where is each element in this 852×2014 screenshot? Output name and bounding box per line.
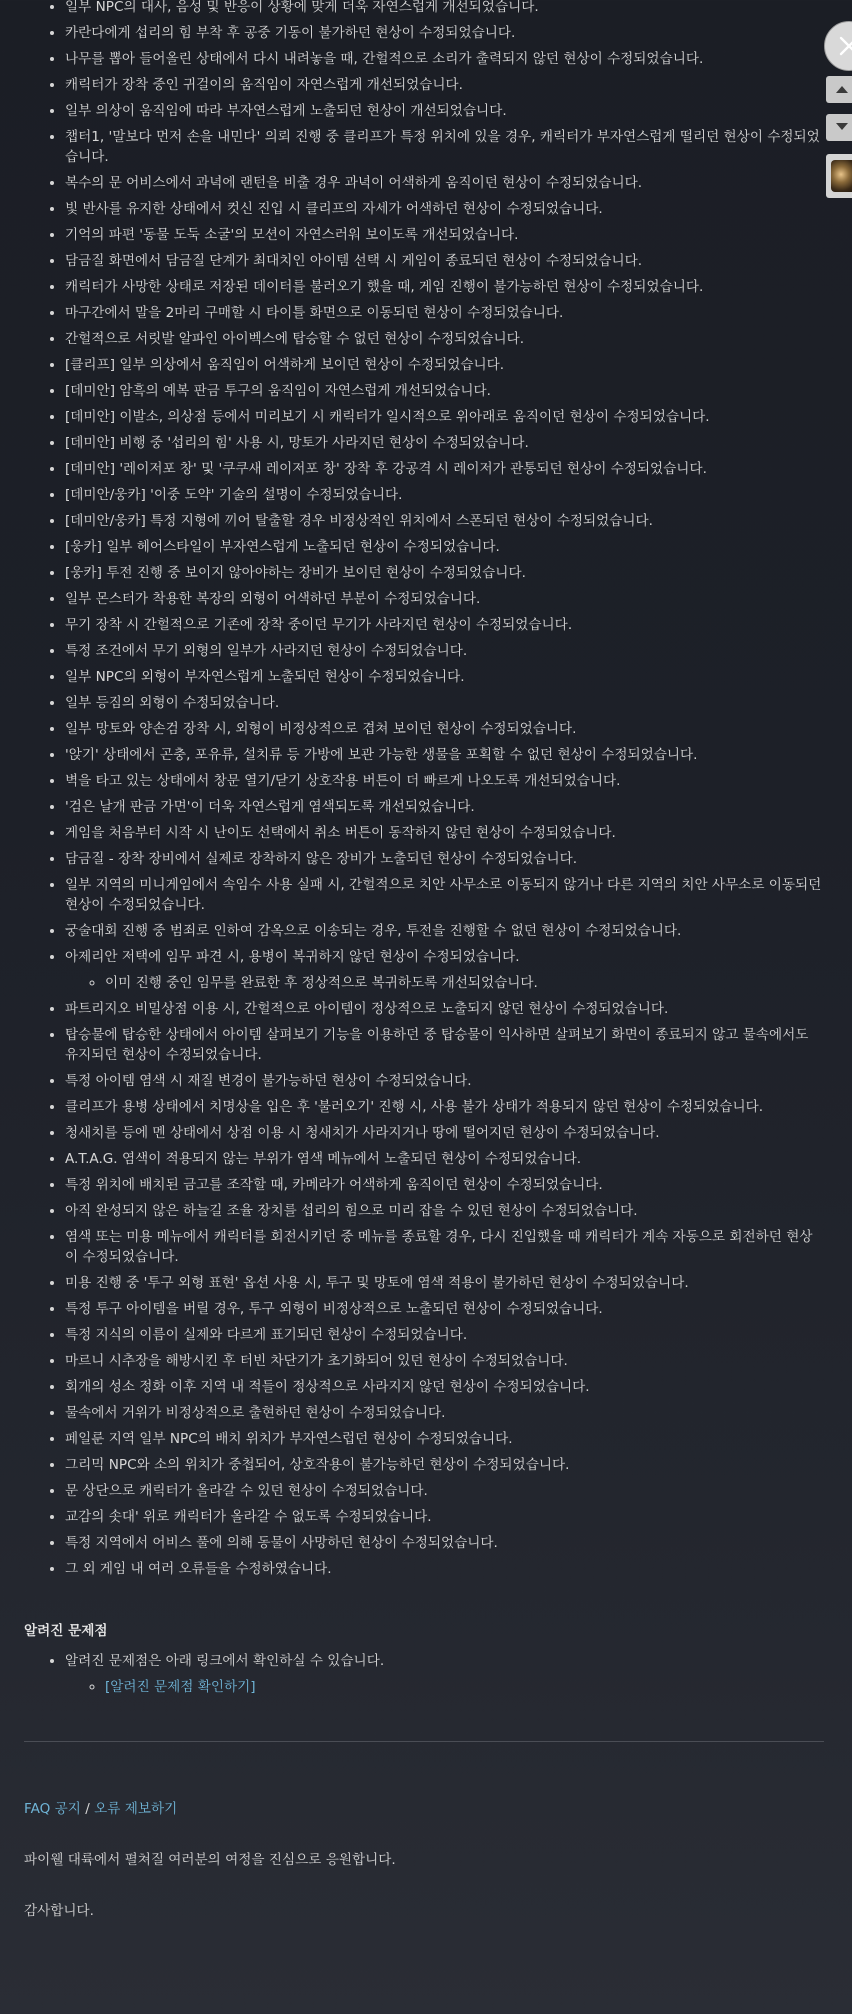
report-error-link[interactable]: 오류 제보하기 (94, 1801, 178, 1817)
patch-note-text: 카란다에게 섭리의 힘 부착 후 공중 기동이 불가하던 현상이 수정되었습니다. (65, 25, 516, 41)
patch-note-text: 특정 아이템 염색 시 재질 변경이 불가능하던 현상이 수정되었습니다. (65, 1073, 472, 1089)
patch-note-item (65, 999, 824, 1019)
patch-note-text: 클리프가 용병 상태에서 치명상을 입은 후 '불러오기' 진행 시, 사용 불가 상태가 적용되지 않던 현상이 수정되었습니다. (65, 1099, 764, 1115)
patch-note-text: 일부 망토와 양손검 장착 시, 외형이 비정상적으로 겹쳐 보이던 현상이 수정되었습니다. (65, 721, 577, 737)
patch-note-text: 복수의 문 어비스에서 과녁에 랜턴을 비출 경우 과녁이 어색하게 움직이던 현상이 수정되었습니다. (65, 175, 643, 191)
divider (24, 1741, 824, 1742)
scroll-down-button[interactable] (826, 114, 852, 141)
known-issues-title: 알려진 문제점 (24, 1623, 108, 1639)
patch-note-item (65, 1377, 824, 1397)
patch-note-item (65, 823, 824, 843)
patch-note-item (65, 329, 824, 349)
list-item (65, 1651, 825, 1697)
patch-note-text: 그 외 게임 내 여러 오류들을 수정하였습니다. (65, 1561, 332, 1577)
link-separator: / (85, 1801, 90, 1817)
patch-note-text: 기억의 파편 '동물 도둑 소굴'의 모션이 자연스러워 보이도록 개선되었습니다. (65, 227, 519, 243)
scroll-up-button[interactable] (826, 76, 852, 103)
thanks-message: 감사합니다. (24, 1903, 94, 1919)
patch-note-item (65, 407, 824, 427)
patch-note-sublist (65, 973, 824, 993)
patch-note-text: 파트리지오 비밀상점 이용 시, 간헐적으로 아이템이 정상적으로 노출되지 않던 현상이 수정되었습니다. (65, 1001, 669, 1017)
patch-note-item (65, 615, 824, 635)
patch-note-item (65, 589, 824, 609)
patch-note-text: 탑승물에 탑승한 상태에서 아이템 살펴보기 기능을 이용하던 중 탑승물이 익사하면 살펴보기 화면이 종료되지 않고 물속에서도 유지되던 현상이 수정되었습니다. (65, 1027, 809, 1063)
patch-note-text: 담금질 - 장착 장비에서 실제로 장착하지 않은 장비가 노출되던 현상이 수정되었습니다. (65, 851, 578, 867)
patch-notes-list (24, 0, 824, 1579)
footer-links (24, 1799, 177, 1819)
patch-note-item (65, 1175, 824, 1195)
patch-note-item (65, 667, 824, 687)
patch-note-text: 미용 진행 중 '투구 외형 표현' 옵션 사용 시, 투구 및 망토에 염색 적용이 불가하던 현상이 수정되었습니다. (65, 1275, 689, 1291)
patch-note-item (65, 921, 824, 941)
patch-note-text: [데미안] 이발소, 의상점 등에서 미리보기 시 캐릭터가 일시적으로 위아래로 움직이던 현상이 수정되었습니다. (65, 409, 710, 425)
patch-note-text: 캐릭터가 사망한 상태로 저장된 데이터를 불러오기 했을 때, 게임 진행이 불가능하던 현상이 수정되었습니다. (65, 279, 704, 295)
patch-note-item (65, 1429, 824, 1449)
patch-note-item (65, 1533, 824, 1553)
patch-note-item (65, 101, 824, 121)
patch-note-item (65, 173, 824, 193)
patch-note-text: 무기 장착 시 간헐적으로 기존에 장착 중이던 무기가 사라지던 현상이 수정되었습니다. (65, 617, 573, 633)
known-issues-sublist (65, 1677, 825, 1697)
patch-note-item (65, 381, 824, 401)
patch-note-item (65, 875, 824, 915)
patch-note-text: 일부 NPC의 외형이 부자연스럽게 노출되던 현상이 수정되었습니다. (65, 669, 465, 685)
patch-note-item (65, 1201, 824, 1221)
patch-note-text: 일부 등짐의 외형이 수정되었습니다. (65, 695, 280, 711)
patch-note-text: 염색 또는 미용 메뉴에서 캐릭터를 회전시키던 중 메뉴를 종료할 경우, 다시 진입했을 때 캐릭터가 계속 자동으로 회전하던 현상이 수정되었습니다. (65, 1229, 813, 1265)
patch-note-text: 그리믹 NPC와 소의 위치가 중첩되어, 상호작용이 불가능하던 현상이 수정되었습니다. (65, 1457, 570, 1473)
thumbnail-image (831, 160, 852, 192)
patch-note-text: 궁술대회 진행 중 범죄로 인하여 감옥으로 이송되는 경우, 투전을 진행할 수 없던 현상이 수정되었습니다. (65, 923, 682, 939)
patch-note-text: 특정 지역에서 어비스 풀에 의해 동물이 사망하던 현상이 수정되었습니다. (65, 1535, 498, 1551)
patch-note-item (65, 1123, 824, 1143)
patch-note-text: 청새치를 등에 멘 상태에서 상점 이용 시 청새치가 사라지거나 땅에 떨어지던 현상이 수정되었습니다. (65, 1125, 660, 1141)
patch-note-text: 회개의 성소 정화 이후 지역 내 적들이 정상적으로 사라지지 않던 현상이 수정되었습니다. (65, 1379, 590, 1395)
patch-note-text: [데미안] 암흑의 예복 판금 투구의 움직임이 자연스럽게 개선되었습니다. (65, 383, 491, 399)
closing-message: 파이웰 대륙에서 펼쳐질 여러분의 여정을 진심으로 응원합니다. (24, 1852, 396, 1868)
patch-note-text: [데미안] 비행 중 '섭리의 힘' 사용 시, 망토가 사라지던 현상이 수정되었습니다. (65, 435, 529, 451)
patch-note-text: [데미안/웅카] '이중 도약' 기술의 설명이 수정되었습니다. (65, 487, 403, 503)
patch-note-item (65, 1025, 824, 1065)
patch-note-item (65, 947, 824, 993)
patch-note-text: 특정 조건에서 무기 외형의 일부가 사라지던 현상이 수정되었습니다. (65, 643, 468, 659)
patch-note-text: [데미안/웅카] 특정 지형에 끼어 탈출할 경우 비정상적인 위치에서 스폰되던 현상이 수정되었습니다. (65, 513, 653, 529)
patch-note-item (65, 1325, 824, 1345)
patch-note-text: 벽을 타고 있는 상태에서 창문 열기/닫기 상호작용 버튼이 더 빠르게 나오도록 개선되었습니다. (65, 773, 621, 789)
patch-note-text: 캐릭터가 장착 중인 귀걸이의 움직임이 자연스럽게 개선되었습니다. (65, 77, 463, 93)
patch-note-text: 물속에서 거위가 비정상적으로 출현하던 현상이 수정되었습니다. (65, 1405, 446, 1421)
caret-down-icon (835, 122, 849, 132)
patch-note-item (65, 719, 824, 739)
patch-note-subitem: ◦ 이미 진행 중인 임무를 완료한 후 정상적으로 복귀하도록 개선되었습니다. (105, 973, 824, 993)
patch-note-text: 특정 지식의 이름이 실제와 다르게 표기되던 현상이 수정되었습니다. (65, 1327, 468, 1343)
patch-note-item (65, 849, 824, 869)
patch-note-item (65, 251, 824, 271)
patch-note-item (65, 225, 824, 245)
patch-note-text: 일부 의상이 움직임에 따라 부자연스럽게 노출되던 현상이 개선되었습니다. (65, 103, 507, 119)
patch-note-item (65, 303, 824, 323)
patch-note-item (65, 511, 824, 531)
patch-note-text: [웅카] 투전 진행 중 보이지 않아야하는 장비가 보이던 현상이 수정되었습니다. (65, 565, 526, 581)
patch-note-text: 마구간에서 말을 2마리 구매할 시 타이틀 화면으로 이동되던 현상이 수정되었습니다. (65, 305, 564, 321)
patch-note-item (65, 23, 824, 43)
patch-note-text: 특정 투구 아이템을 버릴 경우, 투구 외형이 비정상적으로 노출되던 현상이 수정되었습니다. (65, 1301, 603, 1317)
game-thumbnail[interactable] (826, 154, 852, 198)
patch-note-text: [웅카] 일부 헤어스타일이 부자연스럽게 노출되던 현상이 수정되었습니다. (65, 539, 500, 555)
caret-up-icon (835, 84, 849, 94)
patch-notes-content (24, 0, 824, 1919)
patch-note-item (65, 1299, 824, 1319)
patch-note-item (65, 277, 824, 297)
patch-note-item (65, 459, 824, 479)
patch-note-item (65, 641, 824, 661)
known-issues-link[interactable]: [알려진 문제점 확인하기] (105, 1679, 256, 1695)
patch-note-text: 챕터1, '말보다 먼저 손을 내민다' 의뢰 진행 중 클리프가 특정 위치에 있을 경우, 캐릭터가 부자연스럽게 떨리던 현상이 수정되었습니다. (65, 129, 820, 165)
patch-note-item (65, 49, 824, 69)
patch-note-item (65, 485, 824, 505)
faq-link[interactable]: FAQ 공지 (24, 1801, 81, 1817)
patch-note-item (65, 797, 824, 817)
patch-note-item (65, 771, 824, 791)
patch-note-item (65, 0, 824, 17)
patch-note-item (65, 1273, 824, 1293)
patch-note-text: 특정 위치에 배치된 금고를 조작할 때, 카메라가 어색하게 움직이던 현상이 수정되었습니다. (65, 1177, 603, 1193)
patch-note-text: 아제리안 저택에 임무 파견 시, 용병이 복귀하지 않던 현상이 수정되었습니다. (65, 949, 520, 965)
patch-note-text: 아직 완성되지 않은 하늘길 조율 장치를 섭리의 힘으로 미리 잡을 수 있던 현상이 수정되었습니다. (65, 1203, 638, 1219)
patch-note-text: 일부 지역의 미니게임에서 속임수 사용 실패 시, 간헐적으로 치안 사무소로 이동되지 않거나 다른 지역의 치안 사무소로 이동되던 현상이 수정되었습니다. (65, 877, 822, 913)
patch-note-text: 교감의 솟대' 위로 캐릭터가 올라갈 수 없도록 수정되었습니다. (65, 1509, 432, 1525)
patch-note-item (65, 1455, 824, 1475)
patch-note-item (65, 1351, 824, 1371)
patch-note-text: A.T.A.G. 염색이 적용되지 않는 부위가 염색 메뉴에서 노출되던 현상이 수정되었습니다. (65, 1151, 582, 1167)
list-item (105, 1677, 825, 1697)
patch-note-item (65, 693, 824, 713)
patch-note-item (65, 199, 824, 219)
patch-note-text: [데미안] '레이저포 창' 및 '쿠쿠새 레이저포 창' 장착 후 강공격 시 레이저가 관통되던 현상이 수정되었습니다. (65, 461, 707, 477)
patch-note-text: '앉기' 상태에서 곤충, 포유류, 설치류 등 가방에 보관 가능한 생물을 포획할 수 없던 현상이 수정되었습니다. (65, 747, 698, 763)
patch-note-item (65, 433, 824, 453)
patch-note-item (65, 745, 824, 765)
patch-note-item (65, 1227, 824, 1267)
close-icon (838, 35, 852, 57)
patch-note-text: 일부 NPC의 대사, 음성 및 반응이 상황에 맞게 더욱 자연스럽게 개선되었습니다. (65, 0, 539, 15)
patch-note-item (65, 355, 824, 375)
patch-note-text: 간헐적으로 서릿발 알파인 아이벡스에 탑승할 수 없던 현상이 수정되었습니다. (65, 331, 525, 347)
patch-note-item (65, 1559, 824, 1579)
patch-note-text: 페일룬 지역 일부 NPC의 배치 위치가 부자연스럽던 현상이 수정되었습니다. (65, 1431, 513, 1447)
patch-note-text: 게임을 처음부터 시작 시 난이도 선택에서 취소 버튼이 동작하지 않던 현상이 수정되었습니다. (65, 825, 616, 841)
patch-note-item (65, 1481, 824, 1501)
patch-note-text: 일부 몬스터가 착용한 복장의 외형이 어색하던 부분이 수정되었습니다. (65, 591, 481, 607)
known-issues-list (24, 1651, 825, 1697)
patch-note-text: 담금질 화면에서 담금질 단계가 최대치인 아이템 선택 시 게임이 종료되던 현상이 수정되었습니다. (65, 253, 643, 269)
patch-note-text: 마르니 시추장을 해방시킨 후 터빈 차단기가 초기화되어 있던 현상이 수정되었습니다. (65, 1353, 568, 1369)
known-issues-text: 알려진 문제점은 아래 링크에서 확인하실 수 있습니다. (65, 1653, 385, 1669)
patch-note-item (65, 1507, 824, 1527)
patch-note-item (65, 537, 824, 557)
patch-note-item (65, 127, 824, 167)
patch-note-text: '검은 날개 판금 가면'이 더욱 자연스럽게 염색되도록 개선되었습니다. (65, 799, 475, 815)
patch-note-item (65, 563, 824, 583)
close-button[interactable] (824, 21, 852, 71)
patch-note-text: 빛 반사를 유지한 상태에서 컷신 진입 시 클리프의 자세가 어색하던 현상이 수정되었습니다. (65, 201, 603, 217)
patch-note-item (65, 1403, 824, 1423)
patch-note-text: 나무를 뽑아 들어올린 상태에서 다시 내려놓을 때, 간헐적으로 소리가 출력되지 않던 현상이 수정되었습니다. (65, 51, 704, 67)
patch-note-item (65, 1071, 824, 1091)
patch-note-item (65, 1149, 824, 1169)
patch-note-item (65, 1097, 824, 1117)
patch-note-item (65, 75, 824, 95)
patch-note-text: 문 상단으로 캐릭터가 올라갈 수 있던 현상이 수정되었습니다. (65, 1483, 428, 1499)
patch-note-text: [클리프] 일부 의상에서 움직임이 어색하게 보이던 현상이 수정되었습니다. (65, 357, 505, 373)
